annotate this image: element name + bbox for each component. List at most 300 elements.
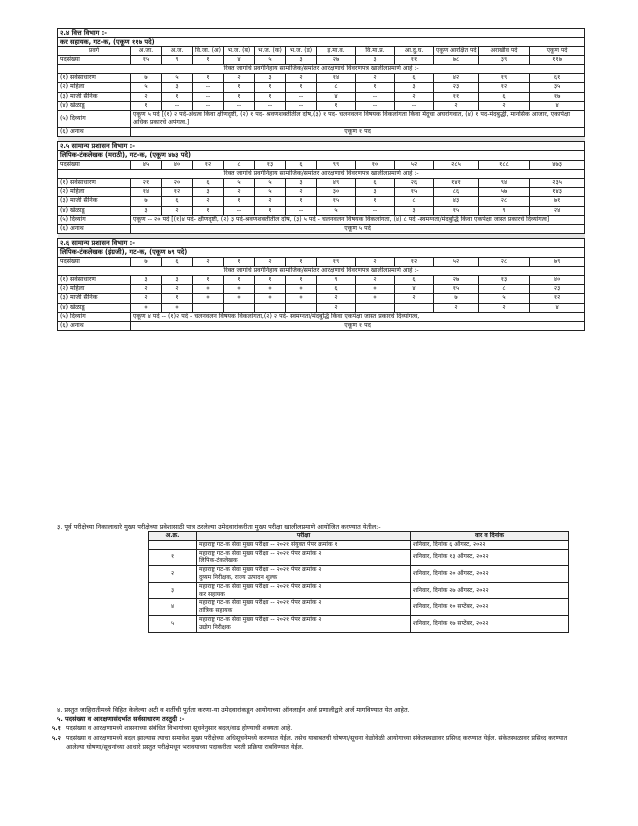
cell-value: २ <box>255 197 286 206</box>
cell-value: ० <box>286 285 317 294</box>
cell-value: १ <box>286 197 317 206</box>
cell-value: १ <box>193 74 224 83</box>
exam-name-cell <box>197 549 411 566</box>
cell-value: ० <box>356 285 395 294</box>
column-header: एकूण पदे <box>530 47 585 55</box>
cell-value: ३ <box>286 179 317 188</box>
exam-col-date: वार व दिनांक <box>411 532 569 541</box>
category-row <box>58 294 585 303</box>
row-label: (५) दिव्यांग <box>58 312 131 321</box>
divyang-row <box>58 312 585 321</box>
cell-value: ० <box>193 294 224 303</box>
cell-value: २ <box>395 92 434 101</box>
cell-value: १४ <box>317 74 356 83</box>
cell-value: ४२ <box>434 74 479 83</box>
cell-value <box>286 303 317 312</box>
cell-value: १२ <box>193 160 224 169</box>
exam-row <box>149 599 569 616</box>
divyang-row-text: एकूण -- २० पदे [(१)४ पदे- क्षीणदृष्टी, (२) ३ पदे-श्रवणशक्तीतील दोष, (३) ५ पदे - चलनवलन विषयक विकलांगता, (४) ८ पदे -स्वमग्नता/मंदबुद्धि किंवा एकपेक्षा जास्त प्रकारचे दिव्यांगत्व] <box>131 215 585 224</box>
anath-row <box>58 322 585 331</box>
cell-value: ४९ <box>317 179 356 188</box>
column-header: भ.ज. (ब) <box>224 47 255 55</box>
cell-value: ० <box>255 285 286 294</box>
exam-date: शनिवार, दिनांक १० सप्टेंबर, २०२२ <box>411 599 569 616</box>
divyang-row <box>58 215 585 224</box>
column-header: अ.ज. <box>162 47 193 55</box>
cell-value: २ <box>286 74 317 83</box>
note-5-1-key: ५.१ <box>52 725 61 732</box>
cell-value: १३ <box>479 276 530 285</box>
cell-value: २ <box>434 101 479 110</box>
split-note-row-text: रिक्त जागांचे प्रवर्गनिहाय सामांजिक/समांतर आरक्षणाचे विवरणपत्र खालीलप्रमाणे आहे :- <box>58 169 585 178</box>
cell-value: २ <box>479 303 530 312</box>
note-5-2-key: ५.२ <box>52 735 61 742</box>
cell-value: ९४ <box>479 179 530 188</box>
exam-row <box>149 549 569 566</box>
exam-name-cell <box>197 566 411 583</box>
vacancy-table <box>57 28 585 331</box>
cell-value: ८ <box>395 197 434 206</box>
column-header: वि.जा. (अ) <box>193 47 224 55</box>
count-row <box>58 55 585 64</box>
cell-value: ७ <box>131 257 162 266</box>
cell-value: १ <box>255 276 286 285</box>
exam-row <box>149 615 569 632</box>
count-row <box>58 257 585 266</box>
category-row <box>58 197 585 206</box>
cell-value: २ <box>317 303 356 312</box>
note-4: ४. प्रस्तुत जाहिरातीमध्ये विहित केलेल्या अटी व शर्तीची पुर्तता करणा-या उमेदवारांकडून आयोगाच्या ऑनलाईन अर्ज प्रणालीद्वारे अर्ज मागविण्यात येत आहेत. <box>57 706 410 714</box>
row-label: (६) अनाथ <box>58 225 131 234</box>
note-5-2 <box>52 734 586 752</box>
exam-no: २ <box>149 566 197 583</box>
row-label: (२) महिला <box>58 285 131 294</box>
category-row <box>58 285 585 294</box>
cell-value: ७ <box>434 294 479 303</box>
exam-name: महाराष्ट्र गट-क सेवा मुख्य परीक्षा -- २०२१ पेपर क्रमांक २ <box>199 549 322 557</box>
cell-value: ३ <box>356 55 395 64</box>
cell-value: १ <box>162 92 193 101</box>
note-5-1-text: पदसंख्या व आरक्षणामध्ये शासनाच्या संबंधित विभागांच्या सूचनेनुसार बदल/वाढ होण्याची शक्यता आहे. <box>66 725 293 732</box>
anath-row-text: एकूण १ पद <box>131 128 585 137</box>
cell-value: १० <box>356 160 395 169</box>
split-note-row <box>58 266 585 275</box>
cell-value: १५ <box>434 206 479 215</box>
cell-value: १२ <box>162 188 193 197</box>
category-row <box>58 188 585 197</box>
cell-value: १ <box>224 92 255 101</box>
split-note-row <box>58 169 585 178</box>
cell-value: ७९ <box>530 257 585 266</box>
cell-value: २४ <box>530 206 585 215</box>
cell-value: २ <box>395 294 434 303</box>
column-header: भ.ज. (क) <box>255 47 286 55</box>
exam-no: ५ <box>149 615 197 632</box>
cell-value: -- <box>356 101 395 110</box>
cell-value: ११७ <box>530 55 585 64</box>
cell-value: -- <box>224 101 255 110</box>
section-title: २.५ सामान्य प्रशासन विभाग :- <box>58 142 585 151</box>
cell-value: ६ <box>286 160 317 169</box>
cell-value: २ <box>286 188 317 197</box>
split-note-row-text: रिक्त जागांचे प्रवर्गनिहाय सामांजिक/समांतर आरक्षणाचे विवरणपत्र खालीलप्रमाणे आहे :- <box>58 65 585 74</box>
cell-value: ५ <box>162 74 193 83</box>
cell-value: २ <box>255 257 286 266</box>
cell-value: ५ <box>255 55 286 64</box>
cell-value: १ <box>193 276 224 285</box>
cell-value: १ <box>224 276 255 285</box>
row-label: पदसंख्या <box>58 160 131 169</box>
category-row <box>58 101 585 110</box>
cell-value: १ <box>356 197 395 206</box>
exam-name-cell <box>197 540 411 549</box>
category-row <box>58 206 585 215</box>
cell-value: ३ <box>286 55 317 64</box>
cell-value: ३ <box>193 188 224 197</box>
cell-value: १२ <box>530 294 585 303</box>
cell-value: ६ <box>356 179 395 188</box>
exam-post: तांत्रिक सहायक <box>199 607 233 615</box>
cell-value: ५२ <box>434 257 479 266</box>
cell-value: -- <box>193 92 224 101</box>
anath-row-text: एकूण ५ पदे <box>131 225 585 234</box>
exam-date: शनिवार, दिनांक १३ ऑगस्ट, २०२२ <box>411 549 569 566</box>
cell-value: १४३ <box>530 188 585 197</box>
cell-value: २८ <box>479 257 530 266</box>
cell-value: १९ <box>317 257 356 266</box>
split-note-row-text: रिक्त जागांचे प्रवर्गनिहाय सामांजिक/समांतर आरक्षणाचे विवरणपत्र खालीलप्रमाणे आहे :- <box>58 266 585 275</box>
cell-value: ० <box>286 294 317 303</box>
row-label: (६) अनाथ <box>58 322 131 331</box>
column-header-row <box>58 47 585 55</box>
cell-value: ८ <box>224 160 255 169</box>
cell-value: २ <box>162 285 193 294</box>
cell-value: १२ <box>395 257 434 266</box>
cell-value: ७ <box>131 74 162 83</box>
post-heading <box>58 38 585 47</box>
cell-value: ६ <box>317 285 356 294</box>
row-label: (४) खेळाडू <box>58 101 131 110</box>
exam-col-name: परीक्षा <box>197 532 411 541</box>
cell-value <box>255 303 286 312</box>
cell-value: १ <box>162 294 193 303</box>
cell-value: १५ <box>434 285 479 294</box>
cell-value: २ <box>193 257 224 266</box>
column-header: अराखीव पदे <box>479 47 530 55</box>
cell-value: १ <box>255 206 286 215</box>
cell-value: १ <box>356 83 395 92</box>
cell-value: २ <box>317 294 356 303</box>
split-note-row <box>58 65 585 74</box>
cell-value: १२ <box>479 83 530 92</box>
cell-value: १ <box>131 101 162 110</box>
post-title: कर सहायक, गट-क, (एकूण ११७ पदे) <box>58 38 585 47</box>
cell-value <box>224 303 255 312</box>
row-label: (४) खेळाडू <box>58 303 131 312</box>
cell-value: १ <box>224 257 255 266</box>
cell-value: ४ <box>530 101 585 110</box>
row-label: (५) दिव्यांग <box>58 111 131 128</box>
cell-value: ० <box>162 303 193 312</box>
cell-value: १ <box>224 197 255 206</box>
cell-value: ३ <box>162 83 193 92</box>
cell-value: ५ <box>317 206 356 215</box>
cell-value: १ <box>286 83 317 92</box>
exam-name-cell <box>197 582 411 599</box>
cell-value: १ <box>193 206 224 215</box>
cell-value: २१ <box>131 179 162 188</box>
exam-date: शनिवार, दिनांक १७ सप्टेंबर, २०२२ <box>411 615 569 632</box>
cell-value: २३ <box>434 83 479 92</box>
cell-value: ४ <box>530 303 585 312</box>
note-3: ३. पूर्व परीक्षेच्या निकालाधारे मुख्य परीक्षेच्या प्रवेशासाठी पात्र ठरलेल्या उमेदवारांकरीता मुख्य परीक्षा खालीलप्रमाणे आयोजित करण्यात येतील:- <box>57 523 381 531</box>
cell-value: २ <box>434 303 479 312</box>
cell-value: ५ <box>131 83 162 92</box>
section-title: २.६ सामान्य प्रशासन विभाग :- <box>58 239 585 248</box>
cell-value: १ <box>224 83 255 92</box>
divyang-row <box>58 111 585 128</box>
cell-value: ४० <box>530 276 585 285</box>
cell-value: ० <box>224 294 255 303</box>
cell-value: १४ <box>131 188 162 197</box>
cell-value: ० <box>356 294 395 303</box>
exam-no: १ <box>149 549 197 566</box>
cell-value <box>356 303 395 312</box>
column-header: प्रवर्ग <box>58 47 131 55</box>
cell-value: १८८ <box>479 160 530 169</box>
cell-value: ३ <box>356 188 395 197</box>
anath-row <box>58 128 585 137</box>
exam-name: महाराष्ट्र गट-क सेवा मुख्य परीक्षा -- २०२१ संयुक्त पेपर क्रमांक १ <box>199 540 338 548</box>
cell-value: ५ <box>255 188 286 197</box>
cell-value: ३ <box>255 74 286 83</box>
cell-value: ३ <box>162 276 193 285</box>
cell-value: ० <box>131 303 162 312</box>
cell-value: ५७ <box>479 188 530 197</box>
post-heading <box>58 151 585 160</box>
cell-value: ६१ <box>530 74 585 83</box>
cell-value: -- <box>286 92 317 101</box>
cell-value: १५ <box>317 197 356 206</box>
row-label: (५) दिव्यांग <box>58 215 131 224</box>
cell-value: ३ <box>131 276 162 285</box>
cell-value: ७८ <box>434 55 479 64</box>
anath-row-text: एकूण १ पद <box>131 322 585 331</box>
cell-value: -- <box>255 101 286 110</box>
cell-value: २३ <box>530 285 585 294</box>
exam-col-no: अ.क्र. <box>149 532 197 541</box>
cell-value: २ <box>224 74 255 83</box>
section-heading <box>58 142 585 151</box>
row-label: (१) सर्वसाधारण <box>58 74 131 83</box>
row-label: (३) माजी सैनिक <box>58 92 131 101</box>
cell-value: २ <box>356 74 395 83</box>
post-title: लिपिक-टंकलेखक (इंग्रजी), गट-क, (एकूण ७९ पदे) <box>58 248 585 257</box>
cell-value: ९ <box>479 206 530 215</box>
cell-value: ६ <box>193 179 224 188</box>
cell-value: ६ <box>162 197 193 206</box>
cell-value: ५२ <box>395 160 434 169</box>
exam-name: महाराष्ट्र गट-क सेवा मुख्य परीक्षा -- २०२१ पेपर क्रमांक २ <box>199 582 322 590</box>
row-label: (३) माजी सैनिक <box>58 197 131 206</box>
cell-value: -- <box>356 92 395 101</box>
cell-value: २० <box>162 179 193 188</box>
note-5-2-text: पदसंख्या व आरक्षणामध्ये बदल झाल्यास त्याचा समावेश मुख्य परीक्षेच्या अधिसूचनेमध्ये करण्यात येईल. तसेच याबाबतची घोषणा/सूचना वेळोवेळी आयोगाच्या संकेतस्थळावर प्रसिध्द करण्यात येईल. संकेतस्थळावर प्रसिध्द करण्यात आलेल्या घोषणा/सूचनांच्या आधारे प्रस्तुत परीक्षेमधून भरावयाच्या पदाकरीता भरती प्रक्रिया राबविण्यात येईल. <box>66 735 568 751</box>
cell-value: २७ <box>317 55 356 64</box>
cell-value: ६ <box>479 92 530 101</box>
row-label: (१) सर्वसाधारण <box>58 179 131 188</box>
cell-value: ५ <box>479 294 530 303</box>
cell-value: ७१ <box>530 197 585 206</box>
row-label: (१) सर्वसाधारण <box>58 276 131 285</box>
post-heading <box>58 248 585 257</box>
cell-value: १९ <box>479 74 530 83</box>
exam-post: उद्योग निरीक्षक <box>199 623 231 631</box>
cell-value: ८ <box>317 83 356 92</box>
divyang-row-text: एकूण ४ पदे -- (१)२ पदे - चलनवलन विषयक विकलांगता,(२) २ पदे- स्वमग्नता/मंदबुद्धि किंवा एकपेक्षा जास्त प्रकारचे दिव्यांगत्व, <box>131 312 585 321</box>
cell-value: -- <box>286 206 317 215</box>
cell-value: -- <box>193 101 224 110</box>
cell-value: ११ <box>395 55 434 64</box>
cell-value: ९ <box>317 276 356 285</box>
cell-value: ० <box>255 294 286 303</box>
cell-value: २८५ <box>434 160 479 169</box>
cell-value: ७ <box>131 197 162 206</box>
exam-date: शनिवार, दिनांक २७ ऑगस्ट, २०२२ <box>411 582 569 599</box>
row-label: पदसंख्या <box>58 257 131 266</box>
cell-value: १ <box>193 55 224 64</box>
exam-post: दुय्यम निरीक्षक, राज्य उत्पादन शुल्क <box>199 573 278 581</box>
section-title: २.४ वित्त विभाग :- <box>58 29 585 38</box>
cell-value: -- <box>395 101 434 110</box>
cell-value <box>395 303 434 312</box>
cell-value: ४३ <box>434 197 479 206</box>
cell-value: २ <box>224 188 255 197</box>
cell-value: ४ <box>317 92 356 101</box>
cell-value: ३५ <box>530 83 585 92</box>
cell-value: १ <box>317 101 356 110</box>
exam-row <box>149 566 569 583</box>
cell-value: ६ <box>395 276 434 285</box>
note-5-1 <box>52 724 586 733</box>
cell-value: ० <box>224 285 255 294</box>
column-header: एकूण आरक्षित पदे <box>434 47 479 55</box>
cell-value: ४५ <box>131 160 162 169</box>
cell-value: १ <box>255 92 286 101</box>
cell-value: २ <box>131 285 162 294</box>
exam-row <box>149 582 569 599</box>
section-heading <box>58 239 585 248</box>
category-row <box>58 303 585 312</box>
cell-value: ८६ <box>434 188 479 197</box>
cell-value: ४ <box>395 285 434 294</box>
exam-no: ३ <box>149 582 197 599</box>
cell-value: ११ <box>434 92 479 101</box>
cell-value: २ <box>479 101 530 110</box>
cell-value: ३ <box>131 206 162 215</box>
cell-value: २ <box>356 276 395 285</box>
cell-value: १ <box>286 257 317 266</box>
cell-value: १४१ <box>434 179 479 188</box>
exam-post: लिपिक-टंकलेखक <box>199 557 238 565</box>
cell-value: -- <box>193 83 224 92</box>
exam-date: शनिवार, दिनांक २० ऑगस्ट, २०२२ <box>411 566 569 583</box>
post-title: लिपिक-टंकलेखक (मराठी), गट-क, (एकूण ४७३ पदे) <box>58 151 585 160</box>
category-row <box>58 276 585 285</box>
exam-name-cell <box>197 599 411 616</box>
exam-name: महाराष्ट्र गट-क सेवा मुख्य परीक्षा -- २०२१ पेपर क्रमांक २ <box>199 566 322 574</box>
cell-value: ९९ <box>317 160 356 169</box>
note-5-heading: ५. पदसंख्या व आरक्षणासंदर्भात सर्वसाधारण तरतुदी :- <box>57 715 185 723</box>
row-label: (२) महिला <box>58 188 131 197</box>
cell-value: १५ <box>131 55 162 64</box>
exam-name-cell <box>197 615 411 632</box>
exam-name: महाराष्ट्र गट-क सेवा मुख्य परीक्षा -- २०२१ पेपर क्रमांक २ <box>199 615 322 623</box>
exam-schedule-table <box>148 531 569 633</box>
cell-value: २ <box>131 92 162 101</box>
cell-value: ० <box>193 285 224 294</box>
exam-post: कर सहायक <box>199 590 225 598</box>
cell-value: १३ <box>255 160 286 169</box>
column-header: अ.जा. <box>131 47 162 55</box>
row-label: (४) खेळाडू <box>58 206 131 215</box>
category-row <box>58 179 585 188</box>
column-header: वि.मा.प्र. <box>356 47 395 55</box>
cell-value <box>193 303 224 312</box>
cell-value: -- <box>286 101 317 110</box>
cell-value: २ <box>356 257 395 266</box>
cell-value: ३ <box>395 83 434 92</box>
divyang-row-text: एकूण ५ पदे [(१) २ पदे-अंधत्व किंवा क्षीणदृष्टी, (२) १ पद- श्रवणशक्तीतील दोष,(३) १ पद- चलनवलन विषयक विकलांगता किंवा मेंदूचा अघरांगवात, (४) १ पद-मंदबुद्धी, मानसिक आजार, एकापेक्षा अधिक प्रकारचे अपंगत्व.] <box>131 111 585 128</box>
cell-value: ५ <box>255 179 286 188</box>
exam-row <box>149 540 569 549</box>
cell-value: २ <box>131 294 162 303</box>
row-label: (२) महिला <box>58 83 131 92</box>
cell-value: २३५ <box>530 179 585 188</box>
cell-value: २ <box>162 206 193 215</box>
count-row <box>58 160 585 169</box>
anath-row <box>58 225 585 234</box>
row-label: (६) अनाथ <box>58 128 131 137</box>
cell-value: १५ <box>395 188 434 197</box>
cell-value: २८ <box>479 197 530 206</box>
cell-value: १ <box>286 276 317 285</box>
cell-value: ३९ <box>479 55 530 64</box>
column-header: आ.दु.घ. <box>395 47 434 55</box>
row-label: (३) माजी सैनिक <box>58 294 131 303</box>
category-row <box>58 74 585 83</box>
exam-no <box>149 540 197 549</box>
cell-value: ६ <box>395 74 434 83</box>
cell-value: ३ <box>395 206 434 215</box>
cell-value: ६ <box>162 257 193 266</box>
cell-value: १ <box>255 83 286 92</box>
column-header: इ.मा.व. <box>317 47 356 55</box>
section-heading <box>58 29 585 38</box>
cell-value: २६ <box>395 179 434 188</box>
cell-value: -- <box>162 101 193 110</box>
cell-value: २ <box>193 197 224 206</box>
cell-value: ९ <box>162 55 193 64</box>
category-row <box>58 92 585 101</box>
cell-value: ५ <box>224 179 255 188</box>
exam-no: ४ <box>149 599 197 616</box>
cell-value: ४० <box>162 160 193 169</box>
category-row <box>58 83 585 92</box>
exam-name: महाराष्ट्र गट-क सेवा मुख्य परीक्षा -- २०२१ पेपर क्रमांक २ <box>199 599 322 607</box>
cell-value: ३० <box>317 188 356 197</box>
exam-date: शनिवार, दिनांक ६ ऑगस्ट, २०२२ <box>411 540 569 549</box>
